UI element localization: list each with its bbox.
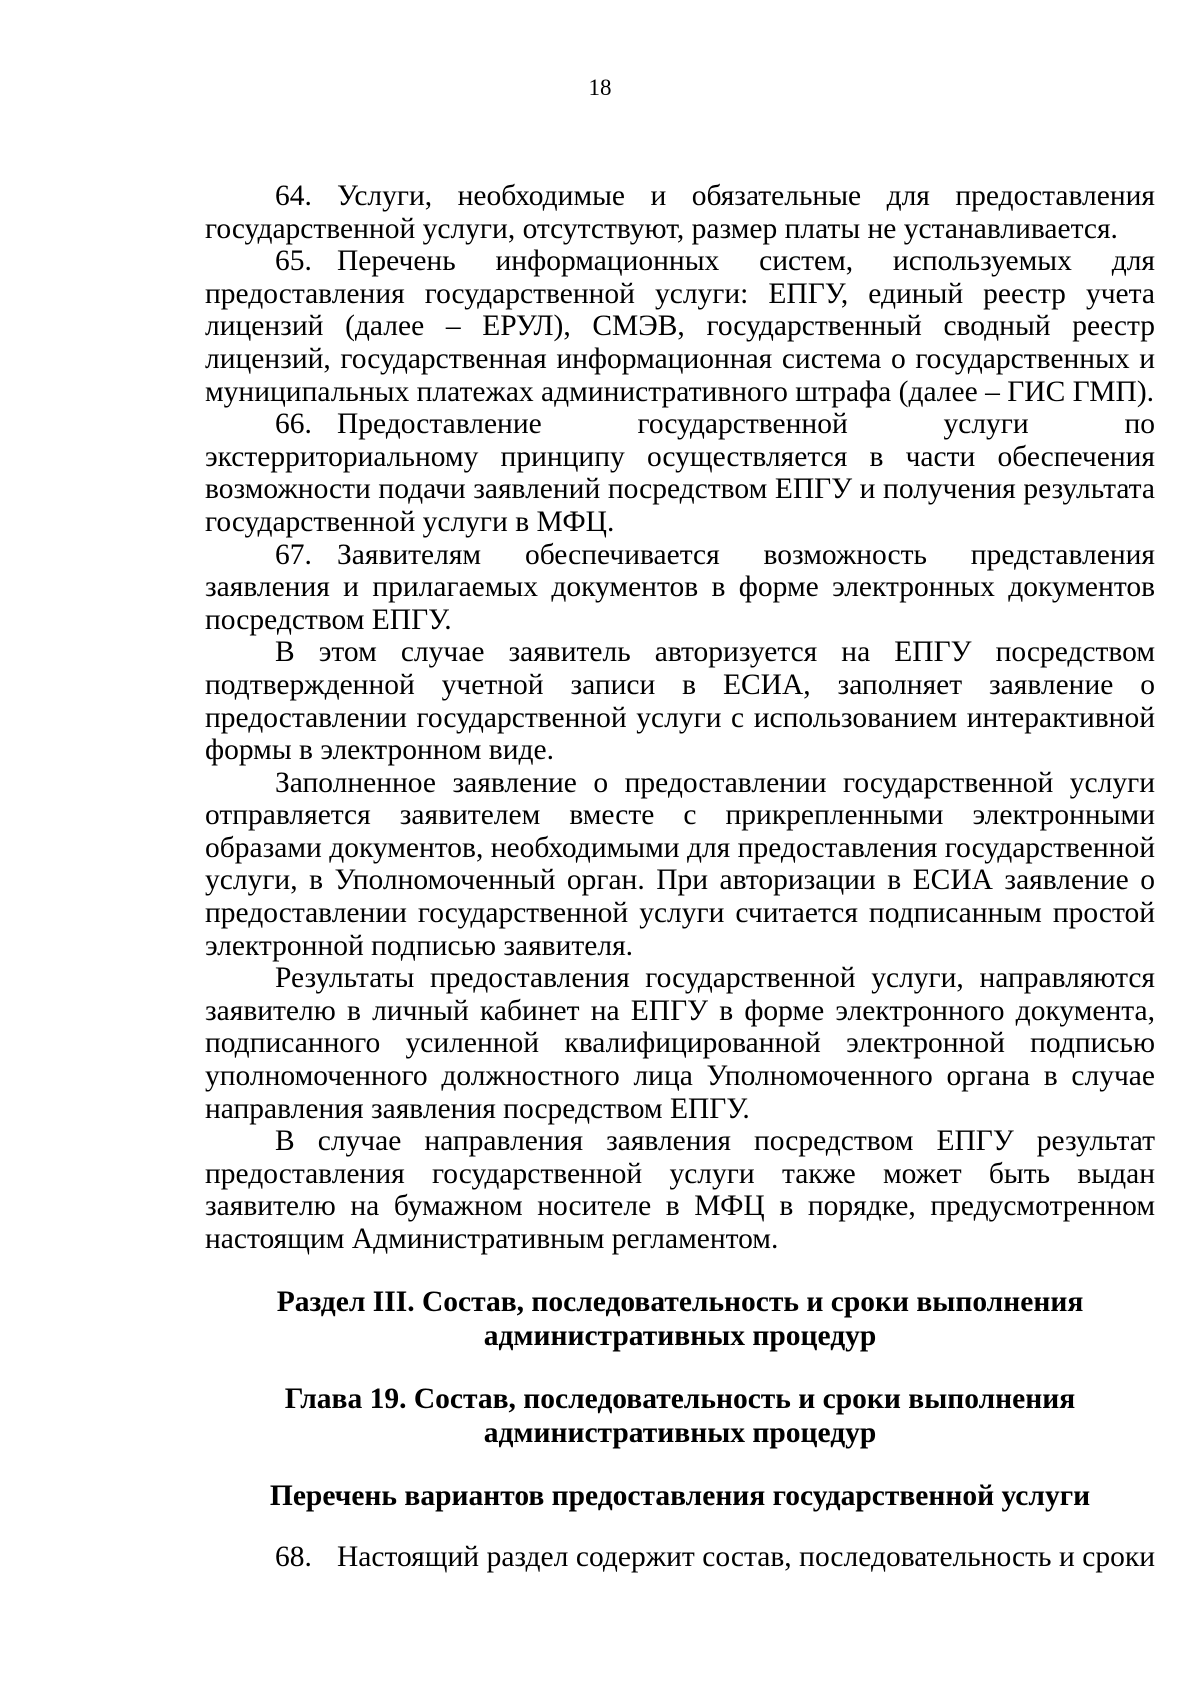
chapter-heading-line-2: административных процедур: [483, 1417, 877, 1449]
section-heading: [205, 1285, 1155, 1353]
paragraph-68: [205, 1541, 1155, 1574]
paragraph-text: Предоставление государственной услуги по экстерриториальному принципу осуществляется в части обеспечения возможности подачи заявлений посредством ЕПГУ и получения результата государственной услуги в МФЦ.: [205, 408, 1155, 538]
body-text: [205, 180, 1155, 1256]
paragraph-text: Заявителям обеспечивается возможность представления заявления и прилагаемых документов в форме электронных документов посредством ЕПГУ.: [205, 538, 1155, 636]
paragraph-text: Результаты предоставления государственной услуги, направляются заявителю в личный кабинет на ЕПГУ в форме электронного документа, подписанного усиленной квалифицированной электронной подписью уполномоченного должностного лица Уполномоченного органа в случае направления заявления посредством ЕПГУ.: [205, 962, 1155, 1125]
paragraph-number: 66.: [275, 408, 312, 441]
paragraph-66: [205, 408, 1155, 538]
paragraph-text: В случае направления заявления посредством ЕПГУ результат предоставления государственной услуги также может быть выдан заявителю на бумажном носителе в МФЦ в порядке, предусмотренном настоящим Административным регламентом.: [205, 1125, 1155, 1255]
paragraph-67: [205, 539, 1155, 637]
section-heading-line-2: административных процедур: [483, 1320, 877, 1352]
page-number: 18: [588, 75, 612, 100]
chapter-heading-line-1: Глава 19. Состав, последовательность и сроки выполнения: [284, 1383, 1076, 1415]
paragraph-number: 65.: [275, 245, 312, 278]
paragraph-esia-authorization: [205, 636, 1155, 766]
chapter-heading: [205, 1382, 1155, 1450]
paragraph-text: В этом случае заявитель авторизуется на ЕПГУ посредством подтвержденной учетной записи в ЕСИА, заполняет заявление о предоставлении государственной услуги с использованием интерактивной формы в электронном виде.: [205, 636, 1155, 767]
paragraph-text: Заполненное заявление о предоставлении государственной услуги отправляется заявителем вместе с прикрепленными электронными образами документов, необходимыми для предоставления государственной услуги, в Уполномоченный орган. При авторизации в ЕСИА заявление о предоставлении государственной услуги считается подписанным простой электронной подписью заявителя.: [205, 766, 1155, 962]
paragraph-number: 68.: [275, 1541, 312, 1573]
paragraph-paper-result: [205, 1125, 1155, 1255]
paragraph-text: Перечень информационных систем, используемых для предоставления государственной услуги: ЕПГУ, единый реестр учета лицензий (далее – ЕРУЛ), СМЭВ, государственный сводный реестр лицензий, государственная информационная система о государственных и муниципальных платежах административного штрафа (далее – ГИС ГМП).: [205, 245, 1155, 408]
paragraph-text: Услуги, необходимые и обязательные для предоставления государственной услуги, отсутствуют, размер платы не устанавливается.: [205, 180, 1155, 245]
paragraph-65: [205, 245, 1155, 408]
list-title-heading: Перечень вариантов предоставления государственной услуги: [269, 1480, 1091, 1512]
paragraph-number: 67.: [275, 538, 312, 571]
section-heading-line-1: Раздел III. Состав, последовательность и сроки выполнения: [276, 1286, 1084, 1318]
paragraph-text: Настоящий раздел содержит состав, последовательность и сроки: [337, 1541, 1155, 1573]
paragraph-filled-application: [205, 767, 1155, 963]
paragraph-number: 64.: [275, 180, 312, 212]
paragraph-64: [205, 180, 1155, 245]
paragraph-results: [205, 962, 1155, 1125]
